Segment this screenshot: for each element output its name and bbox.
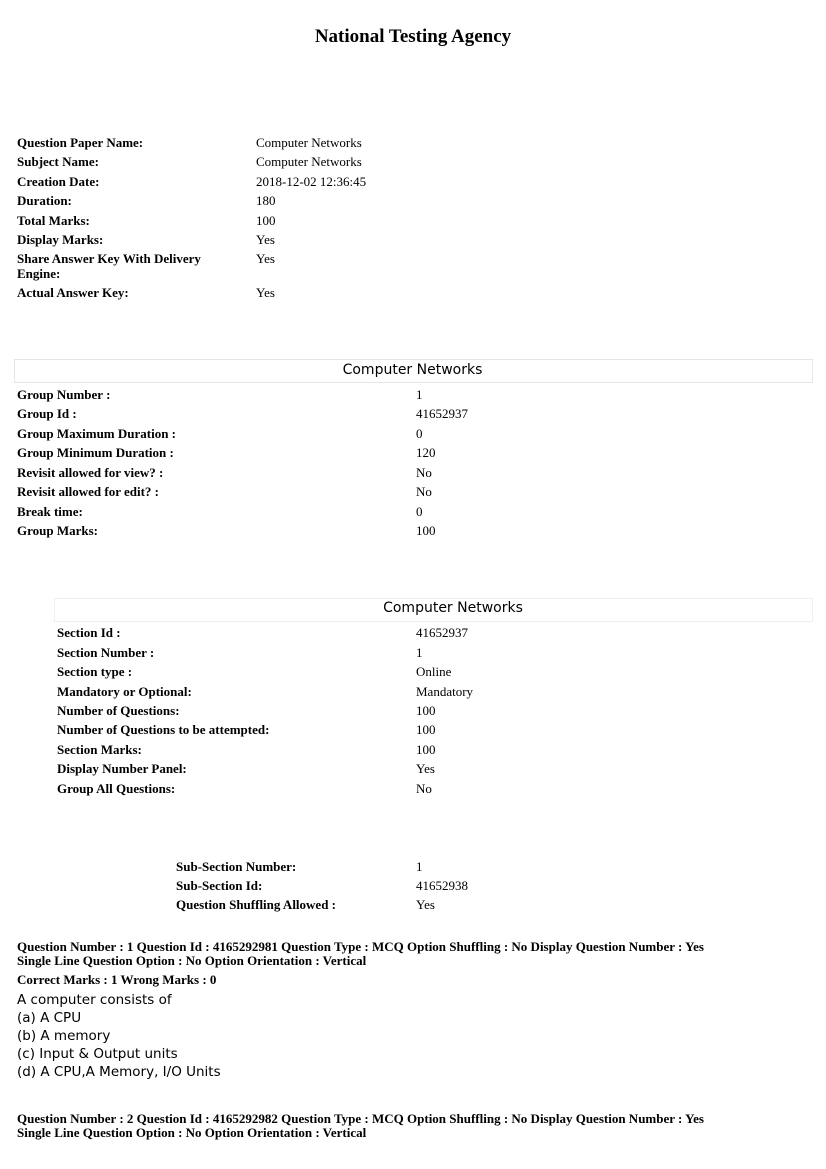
group-key: Break time:	[17, 504, 83, 519]
section-key: Section Id :	[57, 625, 121, 640]
subsection-info	[176, 859, 516, 914]
section-value: 100	[416, 703, 436, 718]
section-key: Section type :	[57, 664, 133, 679]
section-value: Mandatory	[416, 684, 474, 699]
subsection-value: Yes	[416, 897, 435, 912]
section-key: Number of Questions:	[57, 703, 180, 718]
group-value: 1	[416, 387, 423, 402]
paper-key: Total Marks:	[17, 213, 90, 228]
subsection-key: Sub-Section Number:	[176, 859, 297, 874]
section-key: Display Number Panel:	[57, 761, 187, 776]
group-heading: Computer Networks	[342, 362, 483, 378]
paper-value: Yes	[256, 232, 275, 247]
paper-value: 180	[256, 193, 276, 208]
paper-value: Computer Networks	[256, 154, 362, 169]
section-info	[57, 625, 517, 800]
paper-key: Duration:	[17, 193, 72, 208]
group-key: Group Id :	[17, 406, 77, 421]
question-1-option-a: (a) A CPU	[17, 1010, 82, 1026]
section-key: Number of Questions to be attempted:	[57, 722, 270, 737]
subsection-key: Question Shuffling Allowed :	[176, 897, 337, 912]
paper-value: 100	[256, 213, 276, 228]
section-value: Yes	[416, 761, 435, 776]
question-2-meta-line2: Single Line Question Option : No Option Orientation : Vertical	[17, 1125, 367, 1140]
section-value: No	[416, 781, 432, 796]
group-key: Group Marks:	[17, 523, 99, 538]
group-value: No	[416, 465, 432, 480]
section-value: Online	[416, 664, 452, 679]
paper-value: Yes	[256, 251, 275, 266]
section-key: Group All Questions:	[57, 781, 176, 796]
group-value: 120	[416, 445, 436, 460]
question-1-text: A computer consists of	[17, 992, 172, 1008]
subsection-value: 1	[416, 859, 423, 874]
group-key: Revisit allowed for edit? :	[17, 484, 160, 499]
paper-info	[17, 135, 517, 310]
question-1-option-b: (b) A memory	[17, 1028, 111, 1044]
group-info	[17, 387, 517, 542]
group-key: Revisit allowed for view? :	[17, 465, 164, 480]
group-value: 0	[416, 504, 423, 519]
section-value: 100	[416, 722, 436, 737]
paper-value: Computer Networks	[256, 135, 362, 150]
group-value: No	[416, 484, 432, 499]
section-key: Section Number :	[57, 645, 155, 660]
question-2-meta-line1: Question Number : 2 Question Id : 4165292982 Question Type : MCQ Option Shuffling : No Display Question Number : Yes	[17, 1111, 704, 1126]
document-title: National Testing Agency	[314, 26, 512, 47]
paper-key: Creation Date:	[17, 174, 100, 189]
section-key: Mandatory or Optional:	[57, 684, 192, 699]
paper-key: Share Answer Key With Delivery Engine:	[17, 251, 201, 281]
group-key: Group Minimum Duration :	[17, 445, 174, 460]
paper-value: Yes	[256, 285, 275, 300]
question-1-marks: Correct Marks : 1 Wrong Marks : 0	[17, 972, 217, 987]
group-value: 100	[416, 523, 436, 538]
group-value: 0	[416, 426, 423, 441]
section-key: Section Marks:	[57, 742, 142, 757]
group-value: 41652937	[416, 406, 468, 421]
section-value: 1	[416, 645, 423, 660]
paper-key: Question Paper Name:	[17, 135, 144, 150]
paper-key: Display Marks:	[17, 232, 104, 247]
question-1-meta-line1: Question Number : 1 Question Id : 4165292981 Question Type : MCQ Option Shuffling : No Display Question Number : Yes	[17, 939, 704, 954]
paper-key: Subject Name:	[17, 154, 99, 169]
paper-value: 2018-12-02 12:36:45	[256, 174, 367, 189]
subsection-key: Sub-Section Id:	[176, 878, 263, 893]
group-key: Group Number :	[17, 387, 111, 402]
section-value: 41652937	[416, 625, 468, 640]
paper-key: Actual Answer Key:	[17, 285, 129, 300]
group-key: Group Maximum Duration :	[17, 426, 177, 441]
question-1-option-c: (c) Input & Output units	[17, 1046, 178, 1062]
subsection-value: 41652938	[416, 878, 468, 893]
question-1-option-d: (d) A CPU,A Memory, I/O Units	[17, 1064, 221, 1080]
section-value: 100	[416, 742, 436, 757]
question-1-meta-line2: Single Line Question Option : No Option Orientation : Vertical	[17, 953, 367, 968]
section-heading: Computer Networks	[383, 600, 523, 616]
